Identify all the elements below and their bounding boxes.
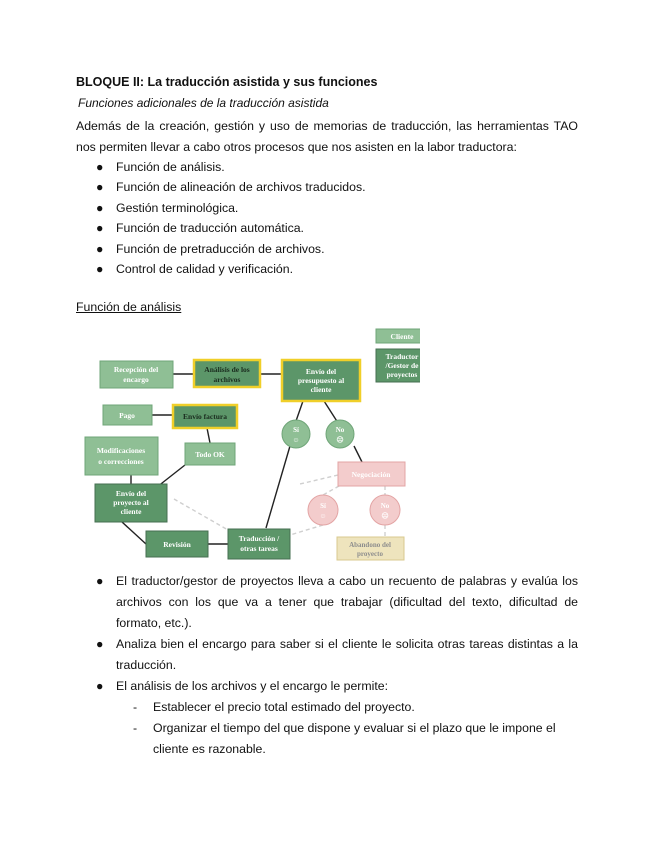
list-item	[76, 239, 366, 259]
section-title: Función de análisis	[76, 300, 182, 314]
dash-icon: -	[133, 700, 138, 714]
connector	[290, 525, 323, 535]
node-label: presupuesto al	[297, 376, 345, 385]
sub-list-item	[116, 718, 578, 760]
list-item-text: Analiza bien el encargo para saber si el cliente le solicita otras tareas distintas a la traducción.	[116, 637, 578, 672]
node-label: cliente	[310, 385, 332, 394]
analysis-points-list	[76, 571, 578, 697]
bullet-icon: ●	[96, 679, 104, 693]
node-label: Revisión	[163, 540, 191, 549]
legend-client-label: Cliente	[390, 332, 414, 341]
list-item	[76, 571, 578, 634]
connector	[122, 522, 146, 544]
sub-points-list	[116, 697, 578, 760]
node-label: Negociación	[351, 470, 391, 479]
node-label: No	[380, 502, 390, 510]
node-label: archivos	[213, 375, 241, 384]
list-item	[76, 259, 366, 279]
list-item-text: Control de calidad y verificación.	[116, 261, 294, 276]
bullet-icon: ●	[96, 200, 104, 215]
legend-translator-line: proyectos	[386, 370, 418, 379]
connector	[266, 446, 290, 528]
node-label: Envío del	[305, 367, 337, 376]
node-label: encargo	[123, 375, 149, 384]
bullet-icon: ●	[96, 261, 104, 276]
node-label: Envío factura	[183, 412, 227, 421]
list-item-text: El análisis de los archivos y el encargo le permite:	[116, 679, 389, 693]
node-label: o correcciones	[98, 457, 144, 466]
frown-icon: ☹	[336, 436, 344, 444]
frown-icon: ☹	[381, 512, 389, 520]
node-label: No	[335, 426, 345, 434]
list-item-text: Función de traducción automática.	[116, 221, 304, 236]
list-item-text: Gestión terminológica.	[116, 200, 239, 215]
connector	[354, 446, 362, 462]
node-label: Traducción /	[238, 534, 280, 543]
node-no-negociacion	[370, 495, 400, 525]
node-label: Sí	[293, 426, 299, 434]
node-label: proyecto	[357, 550, 383, 558]
node-todo-ok	[185, 443, 235, 465]
node-label: Todo OK	[195, 450, 225, 459]
node-label: Recepción del	[113, 365, 159, 374]
node-no-top	[326, 420, 354, 448]
connector	[207, 428, 210, 443]
list-item-text: Función de alineación de archivos traducidos.	[116, 180, 366, 195]
bullet-icon: ●	[96, 160, 104, 174]
list-item	[76, 157, 366, 177]
node-revision	[146, 531, 208, 557]
connector	[296, 401, 303, 421]
connector	[300, 475, 338, 484]
smile-icon: ☺	[319, 512, 327, 520]
sub-list-item-text: Establecer el precio total estimado del proyecto.	[153, 700, 415, 714]
node-pago	[103, 405, 152, 425]
page-title: BLOQUE II: La traducción asistida y sus funciones	[76, 75, 378, 89]
node-label: cliente	[120, 507, 142, 516]
list-item-text: Función de análisis.	[116, 160, 225, 174]
node-analisis	[194, 360, 260, 387]
node-label: Análisis de los	[204, 365, 250, 374]
legend-translator	[376, 349, 420, 382]
node-abandono	[337, 537, 404, 560]
list-item	[76, 177, 366, 197]
legend-translator-line: Traductor	[385, 352, 419, 361]
node-recepcion	[100, 361, 173, 388]
node-label: Pago	[119, 411, 135, 420]
node-negociacion	[338, 462, 405, 486]
list-item	[76, 198, 366, 218]
connector	[323, 486, 339, 495]
legend-translator-line: /Gestor de	[385, 361, 419, 370]
intro-paragraph: Además de la creación, gestión y uso de memorias de traducción, las herramientas TAO nos permiten llevar a cabo otros procesos que nos asisten en la labor traductora:	[76, 119, 578, 154]
bullet-icon: ●	[96, 180, 104, 195]
node-si-negociacion	[308, 495, 338, 525]
bullet-icon: ●	[96, 574, 104, 588]
node-traduccion	[228, 529, 290, 559]
list-item	[76, 634, 578, 676]
bullet-icon: ●	[96, 221, 104, 236]
node-modificaciones	[85, 437, 158, 475]
sub-list-item-text: Organizar el tiempo del que dispone y evaluar si el plazo que le impone el cliente es razonable.	[153, 721, 556, 756]
list-item-text: El traductor/gestor de proyectos lleva a cabo un recuento de palabras y evalúa los archivos con los que va a tener que trabajar (dificultad del texto, dificultad de formato, etc.).	[116, 574, 578, 630]
subtitle: Funciones adicionales de la traducción asistida	[78, 96, 329, 110]
list-item	[76, 218, 366, 238]
node-envio-proyecto	[95, 484, 167, 522]
dash-icon: -	[133, 721, 138, 735]
node-si-top	[282, 420, 310, 448]
node-label: proyecto al	[113, 498, 149, 507]
list-item	[76, 676, 578, 697]
list-item-text: Función de pretraducción de archivos.	[116, 241, 325, 256]
sub-list-item	[116, 697, 578, 718]
smile-icon: ☺	[292, 436, 300, 444]
node-label: Modificaciones	[96, 446, 146, 455]
node-envio-factura	[173, 405, 237, 428]
connector	[174, 499, 228, 530]
node-label: Envío del	[115, 489, 147, 498]
node-label: Sí	[320, 502, 326, 510]
node-label: Abandono del	[349, 541, 391, 549]
bullet-icon: ●	[96, 241, 104, 256]
bullet-icon: ●	[96, 637, 104, 651]
legend-client	[376, 329, 420, 343]
functions-list	[76, 157, 366, 279]
node-envio-presupuesto	[282, 360, 360, 401]
analysis-flow-diagram	[80, 322, 420, 565]
node-label: otras tareas	[240, 544, 278, 553]
